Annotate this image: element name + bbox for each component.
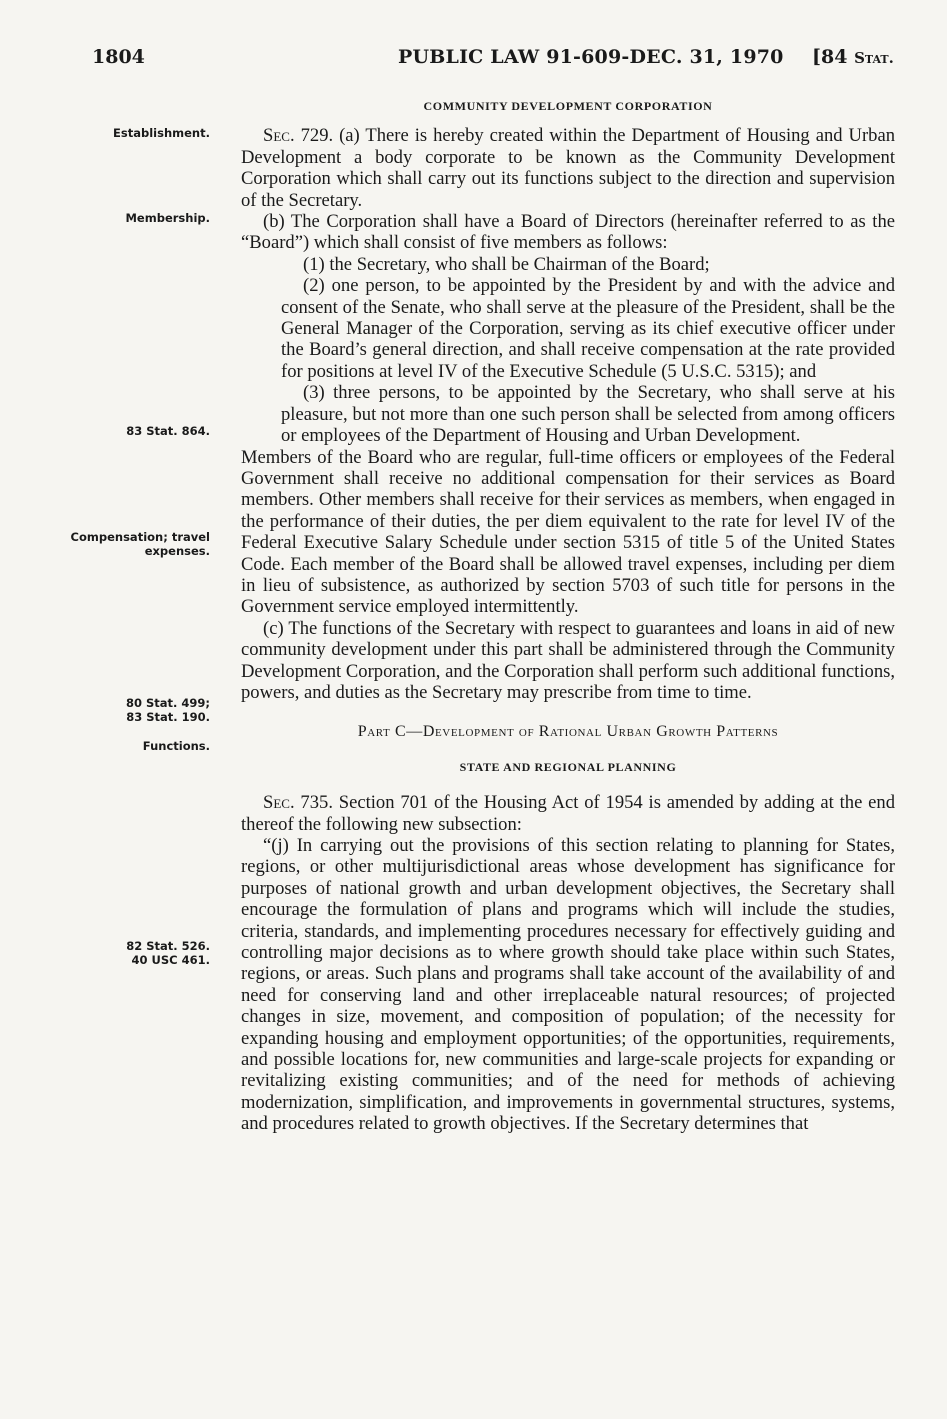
item-1: (1) the Secretary, who shall be Chairman of the Board; <box>303 253 710 275</box>
part-title-text: Part C—Development of Rational Urban Growth Patterns <box>357 723 779 741</box>
section-735-text: 735. Section 701 of the Housing Act of 1954 is amended by adding at the end thereof the following new subsection: <box>241 792 896 835</box>
item-3: (3) three persons, to be appointed by the Secretary, who shall serve at his pleasure, but not more than one such person shall be selected from among officers or employees of the Department of Housing and Urban Development. <box>281 382 895 447</box>
body-text <box>241 96 895 1135</box>
statute-volume-number: [84 <box>812 46 848 68</box>
margin-note-stat-526-line2: 40 USC 461. <box>131 953 210 967</box>
margin-note-stat-526-line1: 82 Stat. 526. <box>126 939 210 953</box>
paragraph-c: (c) The functions of the Secretary with respect to guarantees and loans in aid of new community development under this part shall be administered through the Community Development Corporation, and the Corporation shall perform such additional functions, powers, and duties as the Secretary may prescribe from time to time. <box>241 617 895 703</box>
page-number: 1804 <box>92 46 145 68</box>
part-title <box>241 721 895 742</box>
members-paragraph: Members of the Board who are regular, full-time officers or employees of the Federal Government shall receive no additional compensation for their services as Board members. Other members shall receive for their services as members, when engaged in the performance of their duties, the per diem equivalent to the rate for level IV of the Federal Executive Salary Schedule under section 5315 of title 5 of the United States Code. Each member of the Board shall be allowed travel expenses, including per diem in lieu of subsistence, as authorized by section 5703 of such title for persons in the Government service employed intermittently. <box>241 446 895 618</box>
margin-note-stat-499-line2: 83 Stat. 190. <box>126 710 210 724</box>
margin-note-stat-499 <box>70 696 210 724</box>
section-735 <box>241 792 895 835</box>
paragraph-a <box>241 125 895 211</box>
subheading: STATE AND REGIONAL PLANNING <box>459 759 677 774</box>
margin-note-membership: Membership. <box>125 211 210 225</box>
margin-note-stat-864: 83 Stat. 864. <box>126 424 210 438</box>
item-2: (2) one person, to be appointed by the President by and with the advice and consent of the Senate, who shall serve at the pleasure of the President, shall be the General Manager of the Corporation, serving as its chief executive officer under the Board’s general direction, and shall receive compensation at the rate provided for positions at level IV of the Executive Schedule (5 U.S.C. 5315); and <box>281 275 895 382</box>
margin-note-establishment: Establishment. <box>113 126 210 140</box>
section-heading: COMMUNITY DEVELOPMENT CORPORATION <box>423 99 713 113</box>
running-title: PUBLIC LAW 91-609-DEC. 31, 1970 <box>398 46 784 68</box>
paragraph-j: “(j) In carrying out the provisions of this section relating to planning for States, regions, or other multijurisdictional areas whose development has significance for purposes of national growth and urban development objectives, the Secretary shall encourage the formulation of plans and programs which will include the studies, criteria, standards, and implementing procedures necessary for effectively guiding and controlling major decisions as to where growth should take place within such States, regions, or areas. Such plans and programs shall take account of the availability of and need for conserving land and other irreplaceable natural resources; of projected changes in size, movement, and composition of population; of the necessity for expanding housing and employment opportunities; of the opportunities, requirements, and possible locations for, new communities and large-scale projects for expanding or revitalizing existing communities; and of the need for methods of achieving modernization, simplification, and improvements in governmental structures, systems, and procedures related to growth objectives. If the Secretary determines that <box>241 835 895 1135</box>
margin-note-stat-499-line1: 80 Stat. 499; <box>125 696 210 710</box>
margin-note-compensation: Compensation; travel expenses. <box>70 530 210 558</box>
margin-note-stat-526 <box>70 939 210 967</box>
sec-label: Sec. <box>263 125 295 147</box>
paragraph-a-text: 729. (a) There is hereby created within the Department of Housing and Urban Development a body corporate to be known as the Community Development Corporation which shall carry out its functions subject to the direction and supervision of the Secretary. <box>241 125 895 211</box>
page-header <box>0 46 947 76</box>
statute-volume <box>812 46 894 68</box>
statute-volume-label: Stat. <box>854 49 894 67</box>
paragraph-b: (b) The Corporation shall have a Board of Directors (hereinafter referred to as the “Board”) which shall consist of five members as follows: <box>241 211 895 254</box>
sec-label-735: Sec. <box>263 792 295 814</box>
margin-note-functions: Functions. <box>142 739 210 753</box>
